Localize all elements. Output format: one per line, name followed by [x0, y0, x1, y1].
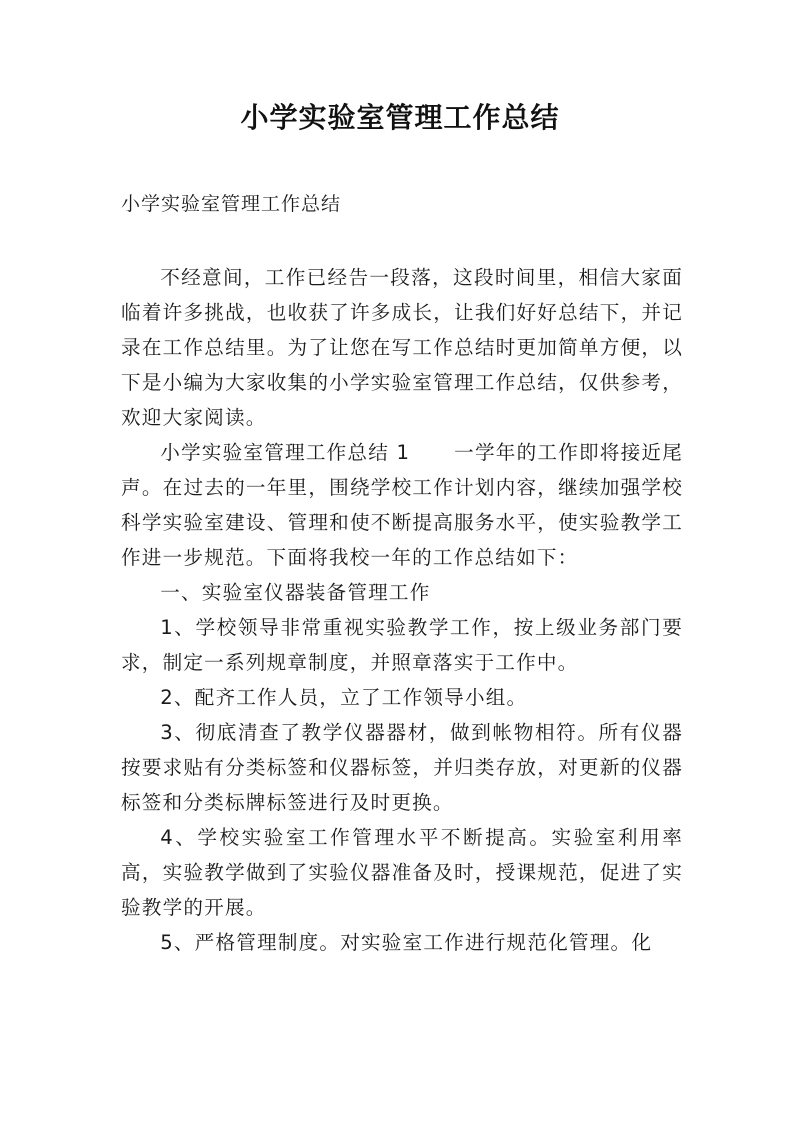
document-body — [121, 260, 683, 960]
list-item-4: 4、学校实验室工作管理水平不断提高。实验室利用率高，实验教学做到了实验仪器准备及时，授课规范，促进了实验教学的开展。 — [121, 826, 683, 919]
list-item-3: 3、彻底清查了教学仪器器材，做到帐物相符。所有仪器按要求贴有分类标签和仪器标签，并归类存放，对更新的仪器标签和分类标牌标签进行及时更换。 — [121, 721, 683, 814]
section-1-text: 一学年的工作即将接近尾声。在过去的一年里，围绕学校工作计划内容，继续加强学校科学实验室建设、管理和使不断提高服务水平，使实验教学工作进一步规范。下面将我校一年的工作总结如下： — [121, 441, 684, 569]
list-item-2: 2、配齐工作人员，立了工作领导小组。 — [160, 686, 528, 709]
section-1-paragraph — [121, 435, 683, 575]
list-item-5: 5、严格管理制度。对实验室工作进行规范化管理。化 — [160, 931, 653, 954]
document-subtitle: 小学实验室管理工作总结 — [121, 193, 342, 215]
document-title: 小学实验室管理工作总结 — [240, 101, 560, 134]
subsection-heading: 一、实验室仪器装备管理工作 — [160, 581, 431, 604]
list-item-1: 1、学校领导非常重视实验教学工作，按上级业务部门要求，制定一系列规章制度，并照章落实于工作中。 — [121, 616, 683, 674]
intro-paragraph: 不经意间，工作已经告一段落，这段时间里，相信大家面临着许多挑战，也收获了许多成长，让我们好好总结下，并记录在工作总结里。为了让您在写工作总结时更加简单方便，以下是小编为大家收集的小学实验室管理工作总结，仅供参考，欢迎大家阅读。 — [121, 266, 683, 429]
section-1-heading: 小学实验室管理工作总结 1 — [160, 441, 411, 464]
